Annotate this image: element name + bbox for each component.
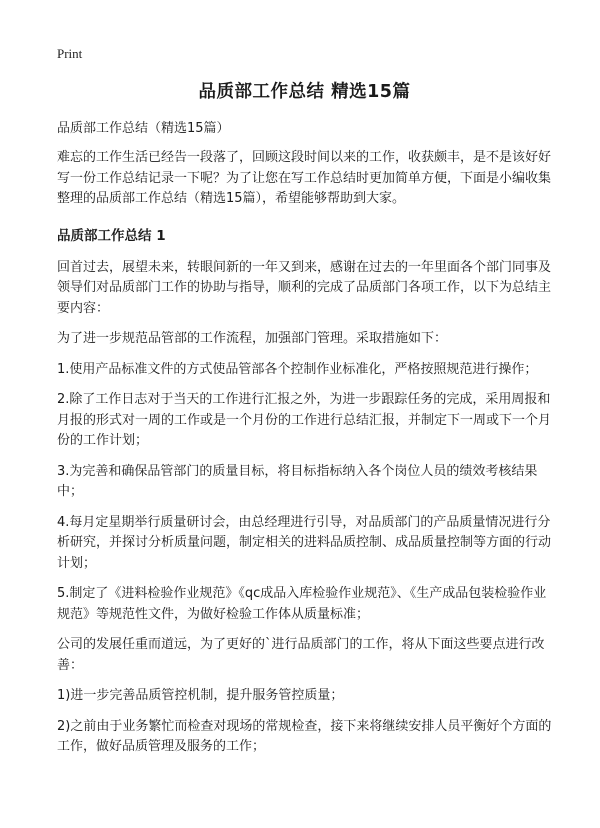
list-item-3: 3.为完善和确保品管部门的质量目标，将目标指标纳入各个岗位人员的绩效考核结果中；: [57, 463, 538, 499]
paragraph-measures-intro: 为了进一步规范品管部的工作流程，加强部门管理。采取措施如下：: [57, 331, 448, 346]
improvement-item-1: 1)进一步完善品质管控机制，提升服务管控质量；: [57, 688, 344, 703]
document-body: [57, 78, 552, 768]
intro-paragraph: 难忘的工作生活已经告一段落了，回顾这段时间以来的工作，收获颇丰，是不是该好好写一份工作总结记录一下呢？为了让您在写工作总结时更加简单方便，下面是小编收集整理的品质部工作总结（精选15篇），希望能够帮助到大家。: [57, 150, 552, 206]
document-subtitle: 品质部工作总结（精选15篇）: [57, 121, 230, 136]
paragraph-review: 回首过去，展望未来，转眼间新的一年又到来，感谢在过去的一年里面各个部门同事及领导们对品质部门工作的协助与指导，顺利的完成了品质部门各项工作，以下为总结主要内容：: [57, 259, 552, 316]
list-item-5: 5.制定了《进料检验作业规范》《qc成品入库检验作业规范》、《生产成品包装检验作业规范》等规范性文件，为做好检验工作体从质量标准；: [57, 586, 547, 622]
improvement-item-2: 2)之前由于业务繁忙而检查对现场的常规检查，接下来将继续安排人员平衡好个方面的工作，做好品质管理及服务的工作；: [57, 718, 552, 754]
list-item-2: 2.除了工作日志对于当天的工作进行汇报之外，为进一步跟踪任务的完成，采用周报和月报的形式对一周的工作或是一个月份的工作进行总结汇报，并制定下一周或下一个月份的工作计划；: [57, 392, 552, 448]
print-link[interactable]: Print: [57, 46, 83, 61]
list-item-4: 4.每月定星期举行质量研讨会，由总经理进行引导，对品质部门的产品质量情况进行分析研究，并探讨分析质量问题，制定相关的进料品质控制、成品质量控制等方面的行动计划；: [57, 514, 552, 571]
paragraph-improvements-intro: 公司的发展任重而道远，为了更好的`进行品质部门的工作，将从下面这些要点进行改善：: [57, 637, 545, 673]
list-item-1: 1.使用产品标准文件的方式使品管部各个控制作业标准化，严格按照规范进行操作；: [57, 361, 538, 377]
section-heading: 品质部工作总结 1: [57, 227, 166, 244]
document-title: 品质部工作总结 精选15篇: [198, 82, 411, 102]
